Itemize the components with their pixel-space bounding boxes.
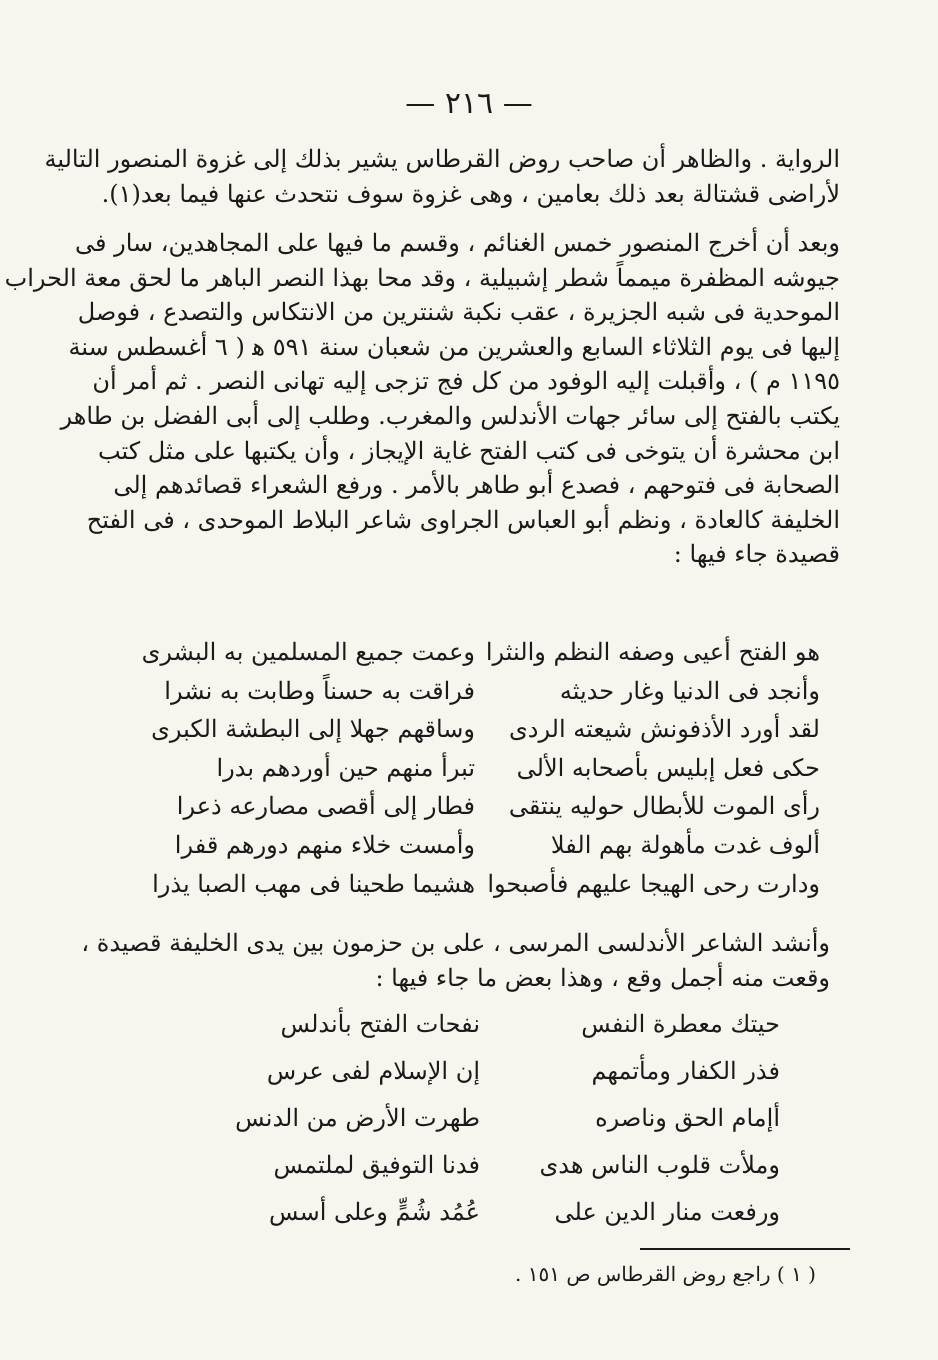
first-hemistich: رأى الموت للأبطال حوليه ينتقى <box>508 792 820 821</box>
text-line: وأنشد الشاعر الأندلسى المرسى ، على بن حزمون بين يدى الخليفة قصيدة ، <box>81 929 830 957</box>
second-hemistich: وعمت جميع المسلمين به البشرى <box>141 638 475 666</box>
first-hemistich: وأنجد فى الدنيا وغار حديثه <box>559 676 820 705</box>
text-line: الموحدية فى شبه الجزيرة ، عقب نكبة شنترين من الانتكاس والتصدع ، فوصل <box>77 298 840 327</box>
second-hemistich: طهرت الأرض من الدنس <box>235 1104 480 1132</box>
second-hemistich: فراقت به حسناً وطابت به نشرا <box>164 676 475 705</box>
first-hemistich: لقد أورد الأذفونش شيعته الردى <box>508 715 820 744</box>
poem-2 <box>230 1010 780 1245</box>
text-line: يكتب بالفتح إلى سائر جهات الأندلس والمغرب. وطلب إلى أبى الفضل بن طاهر <box>60 401 840 430</box>
poem-verse <box>174 830 820 870</box>
poem-verse <box>152 869 820 909</box>
paragraph-2 <box>4 226 840 572</box>
text-line: الصحابة فى فتوحهم ، فصدع أبو طاهر بالأمر . ورفع الشعراء قصائدهم إلى <box>113 471 840 500</box>
first-hemistich: هو الفتح أعيى وصفه النظم والنثرا <box>485 638 820 666</box>
second-hemistich: فطار إلى أقصى مصارعه ذعرا <box>176 792 475 821</box>
second-hemistich: وأمست خلاء منهم دورهم قفرا <box>174 830 475 859</box>
text-line: ١١٩٥ م ) ، وأقبلت إليه الوفود من كل فج تزجى إليه تهانى النصر . ثم أمر أن <box>92 367 840 396</box>
text-line: إليها فى يوم الثلاثاء السابع والعشرين من شعبان سنة ٥٩١ ﻫ ( ٦ أغسطس سنة <box>68 332 840 361</box>
poem-verse <box>230 1010 780 1057</box>
first-hemistich: ورفعت منار الدين على <box>554 1198 780 1226</box>
poem-verse <box>190 754 820 793</box>
first-hemistich: فذر الكفار ومأتمهم <box>591 1057 780 1085</box>
first-hemistich: أإمام الحق وناصره <box>595 1104 780 1132</box>
text-line: قصيدة جاء فيها : <box>673 540 840 569</box>
text-line: وبعد أن أخرج المنصور خمس الغنائم ، وقسم ما فيها على المجاهدين، سار فى <box>75 229 840 257</box>
second-hemistich: فدنا التوفيق لملتمس <box>273 1151 480 1179</box>
text-line: الخليفة كالعادة ، ونظم أبو العباس الجراوى شاعر البلاط الموحدى ، فى الفتح <box>86 505 840 534</box>
second-hemistich: تبرأ منهم حين أوردهم بدرا <box>216 753 475 782</box>
footnote-divider <box>640 1248 850 1250</box>
poem-verse <box>230 1151 780 1198</box>
second-hemistich: نفحات الفتح بأندلس <box>280 1010 480 1038</box>
first-hemistich: ألوف غدت مأهولة بهم الفلا <box>550 830 820 859</box>
page-number: — ٢١٦ — <box>405 86 533 121</box>
paragraph-1 <box>44 142 840 211</box>
poem-verse <box>151 715 820 754</box>
footnote: ( ١ ) راجع روض القرطاس ص ١٥١ . <box>515 1262 816 1286</box>
second-hemistich: عُمُد شُمٍّ وعلى أسس <box>269 1198 480 1226</box>
first-hemistich: وملأت قلوب الناس هدى <box>539 1151 780 1179</box>
text-line: الرواية . والظاهر أن صاحب روض القرطاس يشير بذلك إلى غزوة المنصور التالية <box>44 145 840 173</box>
second-hemistich: وساقهم جهلا إلى البطشة الكبرى <box>151 715 475 744</box>
poem-verse <box>230 1198 780 1245</box>
poem-verse <box>230 1057 780 1104</box>
first-hemistich: حيتك معطرة النفس <box>581 1010 780 1038</box>
text-line: وقعت منه أجمل وقع ، وهذا بعض ما جاء فيها : <box>375 963 830 992</box>
poem-verse <box>230 1104 780 1151</box>
paragraph-3 <box>81 926 830 995</box>
first-hemistich: ودارت رحى الهيجا عليهم فأصبحوا <box>487 869 820 898</box>
second-hemistich: إن الإسلام لفى عرس <box>266 1057 480 1085</box>
text-line: لأراضى قشتالة بعد ذلك بعامين ، وهى غزوة سوف نتحدث عنها فيما بعد(١). <box>101 179 840 208</box>
second-hemistich: هشيما طحينا فى مهب الصبا يذرا <box>152 869 475 898</box>
poem-verse <box>164 676 820 716</box>
poem-verse <box>176 792 820 831</box>
poem-1 <box>141 638 820 908</box>
text-line: ابن محشرة أن يتوخى فى كتب الفتح غاية الإيجاز ، وأن يكتبها على مثل كتب <box>97 436 840 465</box>
text-line: جيوشه المظفرة ميمماً شطر إشبيلية ، وقد محا بهذا النصر الباهر ما لحق معة الحراب <box>4 263 840 292</box>
first-hemistich: حكى فعل إبليس بأصحابه الألى <box>516 753 820 782</box>
poem-verse <box>141 638 820 677</box>
